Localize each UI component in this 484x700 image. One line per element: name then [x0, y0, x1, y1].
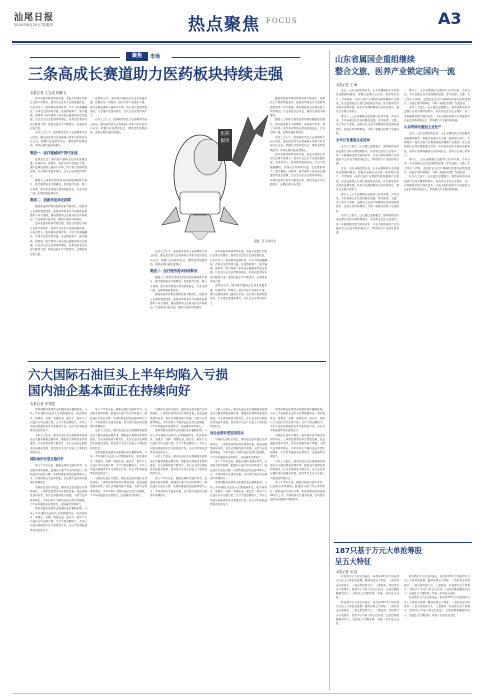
lead-para: 疫情发生后，国内医疗器械企业迎来发展机遇，检测试剂、呼吸机、监护仪等产品需求大增，国产品牌加速进入国内外市场，进口替代进程明显加快，行业集中度逐步提升，龙头企业优势持续扩大。: [30, 157, 87, 178]
lead-para: 随着药品审评审批制度改革不断深化，创新药上市速度明显加快，医保谈判常态化为创新药放量提供了有力保障，国内创新药企业研发投入持续增加，产品管线日益丰富，国际化进程不断推进。: [270, 97, 325, 118]
lead-para: 疫情发生后，国内医疗器械企业迎来发展机遇，检测试剂、呼吸机、监护仪等产品需求大增，国产品牌加速进入国内外市场，进口替代进程明显加快，行业集中度逐步提升，龙头企业优势持续扩大。: [90, 97, 147, 118]
oil-para: 分析人士指出，国内石油企业在保障国家能源安全方面发挥着重要作用，随着油气体制改革持续推进，行业竞争格局不断优化，龙头企业的长期投资价值逐步显现，投资者可关注产业链上下游的结构性机会。: [150, 455, 207, 476]
lead-para: 随着药品审评审批制度改革不断深化，创新药上市速度明显加快，医保谈判常态化为创新药放量提供了有力保障，国内创新药企业研发投入持续增加，产品管线日益丰富，国际化进程不断推进。: [150, 293, 207, 310]
upward-arrow-icon: [232, 115, 268, 167]
lead-para: 随着人口老龄化程度加深和居民健康意识提升，医疗服务需求不断释放，民营医疗机构、第三方检测、医疗美容等细分领域快速成长，行业空间广阔，长期发展前景看好。: [270, 118, 325, 135]
paper-name: 汕尾日报: [14, 13, 55, 23]
oil-headline-2: 国内油企基本面正在持续向好: [28, 383, 191, 398]
oil-para: 受新冠肺炎疫情冲击和国际油价暴跌影响，今年上半年国际石油巨头业绩普遍承压，埃克森美孚、雪佛龙、壳牌、英国石油、道达尔、埃尼六大石油巨头均出现亏损，合计亏损金额较大，多家公司宣布削减资本开支和裁员计划，以应对市场低迷带来的经营压力。: [30, 507, 87, 532]
oil-para: 进入下半年以来，随着全球经济逐步复苏，石油需求有所回暖，欧佩克+减产协议持续执行，国际油价从低位反弹，布伦特原油价格站稳40美元上方，市场供需关系逐步改善，业内预计油价将在震荡中缓慢回升。: [210, 459, 267, 481]
lead-para: 随着人口老龄化程度加深和居民健康意识提升，医疗服务需求不断释放，民营医疗机构、第三方检测、医疗美容等细分领域快速成长，行业空间广阔，长期发展前景看好。: [150, 276, 207, 293]
page-number: A3: [438, 9, 462, 28]
lead-para: 随着人口老龄化程度加深和居民健康意识提升，医疗服务需求不断释放，民营医疗机构、第三方检测、医疗美容等细分领域快速成长，行业空间广阔，长期发展前景看好。: [30, 179, 87, 195]
right-headline-2: 整合文旅、医养产业锁定国内一流: [335, 67, 455, 76]
oil-para: 分析人士指出，国内石油企业在保障国家能源安全方面发挥着重要作用，随着油气体制改革持续推进，行业竞争格局不断优化，龙头企业的长期投资价值逐步显现，投资者可关注产业链上下游的结构性机会。: [90, 429, 147, 450]
right-subhead-1: 去年已有重组企业进场: [336, 138, 370, 143]
oil-byline: 本报记者 李秀霞: [30, 402, 55, 406]
oil-para: 进入下半年以来，随着全球经济逐步复苏，石油需求有所回暖，欧佩克+减产协议持续执行，国际油价从低位反弹，布伦特原油价格站稳40美元上方，市场供需关系逐步改善，业内预计油价将在震荡中缓慢回升。: [30, 464, 87, 485]
oil-column-5: [270, 408, 325, 690]
oil-para: 与国际石油巨头相比，国内油企基本面正在持续向好，二季度经营情况环比明显改善，成品油销量逐步恢复，炼化业务盈利能力增强，天然气业务保持增长，多家机构认为国内油企业绩已经触底，下半年有望迎来业绩拐点，估值修复空间较大。: [150, 408, 207, 429]
lead-kicker: [30, 52, 300, 62]
section-title: 热点聚焦: [188, 15, 260, 35]
oil-column-1: [30, 408, 87, 690]
oil-para: 分析人士指出，国内石油企业在保障国家能源安全方面发挥着重要作用，随着油气体制改革持续推进，行业竞争格局不断优化，龙头企业的长期投资价值逐步显现，投资者可关注产业链上下游的结构性机会。: [270, 459, 325, 480]
box-para: 昨日两市主力资金净流出，但仍有187只个股获得万元以上大单资金抢筹，整体呈现五大特征：一是机构重仓股居多；二是以绩优股为主；三是医药、科技等行业个股集中；四是中小市值个股占比较高；五是近期涨幅相对较小，估值处于合理区间，具备一定的安全边际。: [336, 600, 399, 626]
lead-para: 近年来医药板块持续走强，受益于政策红利和行业景气度提升，医药行业正处于高速发展阶段。从年初至今，医药板块表现优异，多只个股涨幅翻倍，市场关注度持续升温。在疫情影响下，医疗器械、创新药、医疗服务三条高成长赛道受到资金追捧，行业龙头企业业绩持续增长，机构投资者纷纷加大配置力度，板块估值水平不断提升，长期投资价值凸显。: [210, 250, 267, 284]
lead-para: 近年来医药板块持续走强，受益于政策红利和行业景气度提升，医药行业正处于高速发展阶段。从年初至今，医药板块表现优异，多只个股涨幅翻倍，市场关注度持续升温。在疫情影响下，医疗器械、创新药、医疗服务三条高成长赛道受到资金追捧，行业龙头企业业绩持续增长，机构投资者纷纷加大配置力度，板块估值水平不断提升，长期投资价值凸显。: [30, 97, 87, 131]
oil-column-3: [150, 408, 207, 690]
oil-para: 受新冠肺炎疫情冲击和国际油价暴跌影响，今年上半年国际石油巨头业绩普遍承压，埃克森美孚、雪佛龙、壳牌、英国石油、道达尔、埃尼六大石油巨头均出现亏损，合计亏损金额较大，多家公司宣布削减资本开支和裁员计划，以应对市场低迷带来的经营压力。: [90, 450, 147, 476]
box-headline-2: 呈五大特征: [335, 557, 371, 566]
oil-para: 分析人士指出，国内石油企业在保障国家能源安全方面发挥着重要作用，随着油气体制改革持续推进，行业竞争格局不断优化，龙头企业的长期投资价值逐步显现，投资者可关注产业链上下游的结构性机会。: [30, 433, 87, 454]
oil-para: 受新冠肺炎疫情冲击和国际油价暴跌影响，今年上半年国际石油巨头业绩普遍承压，埃克森美孚、雪佛龙、壳牌、英国石油、道达尔、埃尼六大石油巨头均出现亏损，合计亏损金额较大，多家公司宣布削减资本开支和裁员计划，以应对市场低迷带来的经营压力。: [210, 481, 267, 506]
oil-subhead-1: 国际油价有望企稳回升: [30, 457, 64, 462]
lead-column-1: [30, 97, 87, 357]
box-para: 昨日两市主力资金净流出，但仍有187只个股获得万元以上大单资金抢筹，整体呈现五大特征：一是机构重仓股居多；二是以绩优股为主；三是医药、科技等行业个股集中；四是中小市值个股占比较高；五是近期涨幅相对较小，估值处于合理区间，具备一定的安全边际。: [404, 575, 470, 596]
kicker-tail: 市场: [150, 54, 161, 60]
masthead: [12, 10, 472, 40]
oil-column-2: [90, 408, 147, 690]
box-para: 昨日两市主力资金净流出，但仍有187只个股获得万元以上大单资金抢筹，整体呈现五大特征：一是机构重仓股居多；二是以绩优股为主；三是医药、科技等行业个股集中；四是中小市值个股占比较高；五是近期涨幅相对较小，估值处于合理区间，具备一定的安全边际。: [336, 575, 399, 600]
lead-headline: 三条高成长赛道助力医药板块持续走强: [28, 65, 284, 83]
oil-headline-1: 六大国际石油巨头上半年均陷入亏损: [28, 367, 229, 382]
kicker-line-left: [30, 57, 120, 58]
box-byline: 本报记者 吴 琼: [336, 570, 358, 574]
section-en: FOCUS: [266, 17, 298, 25]
lead-column-2: [90, 97, 147, 197]
masthead-rule-thin: [12, 44, 472, 45]
lead-para: 业内人士认为，医药板块仍处于长周期景气向上阶段，建议投资者关注具备核心竞争力的优质龙头企业，把握行业结构性机会，理性看待短期波动，坚持长期价值投资理念。: [150, 250, 207, 266]
right-para: 业内人士表示，山东通过重组整合，推动国有资本向重要行业和关键领域集中，向优势企业和主业集中，进一步做强做优做大国有资本，未来文旅和医养产业有望成为山东经济新的增长点，带动相关产业链协同发展。: [404, 106, 470, 123]
lead-para: 疫情发生后，国内医疗器械企业迎来发展机遇，检测试剂、呼吸机、监护仪等产品需求大增，国产品牌加速进入国内外市场，进口替代进程明显加快，行业集中度逐步提升，龙头企业优势持续扩大。: [210, 284, 267, 305]
lead-column-4: [210, 250, 267, 358]
lead-column-3: [150, 250, 207, 358]
right-para: 近日，山东省国资委宣布，山东省属国有企业战略性重组继续推进，将整合省属企业文旅、医养相关资产，打造国内一流的文旅产业集团和医养健康产业集团。此次重组是山东深化国资国企改革、优化国有资本布局的重要举措，有利于发挥规模效应和协同效应，提升企业核心竞争力。: [336, 89, 399, 114]
lead-subhead-3: 赛道三：医疗服务需求持续释放: [150, 269, 198, 274]
lead-subhead-2: 赛道二：创新药迎来收获期: [30, 198, 71, 203]
cartoon-svg: [150, 97, 275, 247]
right-para: 近日，山东省国资委宣布，山东省属国有企业战略性重组继续推进，将整合省属企业文旅、医养相关资产，打造国内一流的文旅产业集团和医养健康产业集团。此次重组是山东深化国资国企改革、优化国有资本布局的重要举措，有利于发挥规模效应和协同效应，提升企业核心竞争力。: [336, 166, 399, 192]
lead-para: 业内人士认为，医药板块仍处于长周期景气向上阶段，建议投资者关注具备核心竞争力的优质龙头企业，把握行业结构性机会，理性看待短期波动，坚持长期价值投资理念。: [270, 135, 325, 152]
right-box-rule: [334, 542, 472, 543]
right-column-2: [404, 89, 470, 539]
right-para: 业内人士表示，山东通过重组整合，推动国有资本向重要行业和关键领域集中，向优势企业和主业集中，进一步做强做优做大国有资本，未来文旅和医养产业有望成为山东经济新的增长点，带动相关产业链协同发展。: [336, 145, 399, 166]
cartoon-illustration: [150, 97, 275, 247]
oil-column-4: [210, 408, 267, 690]
column-separator: [329, 50, 330, 690]
right-para: 业内人士表示，山东通过重组整合，推动国有资本向重要行业和关键领域集中，向优势企业和主业集中，进一步做强做优做大国有资本，未来文旅和医养产业有望成为山东经济新的增长点，带动相关产业链协同发展。: [404, 175, 470, 192]
right-byline: 本报记者 王 峰: [336, 83, 358, 87]
oil-para: 进入下半年以来，随着全球经济逐步复苏，石油需求有所回暖，欧佩克+减产协议持续执行，国际油价从低位反弹，布伦特原油价格站稳40美元上方，市场供需关系逐步改善，业内预计油价将在震荡中缓慢回升。: [90, 408, 147, 429]
box-headline-1: 187只基于万元大单抢筹股: [335, 546, 422, 555]
kicker-line-right: [172, 57, 300, 58]
lead-subhead-1: 赛道一：医疗器械国产替代加速: [30, 150, 78, 155]
box-column-2: [404, 575, 470, 690]
right-para: 业内人士表示，山东通过重组整合，推动国有资本向重要行业和关键领域集中，向优势企业和主业集中，进一步做强做优做大国有资本，未来文旅和医养产业有望成为山东经济新的增长点，带动相关产业链协同发展。: [336, 214, 399, 235]
masthead-rule: [12, 41, 472, 43]
oil-para: 与国际石油巨头相比，国内油企基本面正在持续向好，二季度经营情况环比明显改善，成品油销量逐步恢复，炼化业务盈利能力增强，天然气业务保持增长，多家机构认为国内油企业绩已经触底，下半年有望迎来业绩拐点，估值修复空间较大。: [30, 485, 87, 506]
date-line: 2020年8月20日 星期四: [14, 23, 53, 27]
lead-para: 随着药品审评审批制度改革不断深化，创新药上市速度明显加快，医保谈判常态化为创新药放量提供了有力保障，国内创新药企业研发投入持续增加，产品管线日益丰富，国际化进程不断推进。: [30, 205, 87, 222]
oil-para: 与国际石油巨头相比，国内油企基本面正在持续向好，二季度经营情况环比明显改善，成品油销量逐步恢复，炼化业务盈利能力增强，天然气业务保持增长，多家机构认为国内油企业绩已经触底，下半年有望迎来业绩拐点，估值修复空间较大。: [210, 438, 267, 459]
lead-byline: 本报记者 王五成 郭鹏飞: [30, 91, 67, 95]
right-para: 事实上，山东省属国企重组早已拉开序幕，去年以来，多家省属企业完成战略性重组，涉及能源、交通、化工等多个领域，重组后企业资产规模和经营效益明显提升，改革红利持续释放，为新一轮整合积累了宝贵经验。: [336, 114, 399, 135]
box-column-1: [336, 575, 399, 690]
oil-para: 与国际石油巨头相比，国内油企基本面正在持续向好，二季度经营情况环比明显改善，成品油销量逐步恢复，炼化业务盈利能力增强，天然气业务保持增长，多家机构认为国内油企业绩已经触底，下半年有望迎来业绩拐点，估值修复空间较大。: [270, 433, 325, 459]
right-para: 事实上，山东省属国企重组早已拉开序幕，去年以来，多家省属企业完成战略性重组，涉及能源、交通、化工等多个领域，重组后企业资产规模和经营效益明显提升，改革红利持续释放，为新一轮整合积累了宝贵经验。: [336, 192, 399, 213]
lead-bottom-rule: [28, 361, 326, 362]
oil-para: 分析人士指出，国内石油企业在保障国家能源安全方面发挥着重要作用，随着油气体制改革持续推进，行业竞争格局不断优化，龙头企业的长期投资价值逐步显现，投资者可关注产业链上下游的结构性机会。: [210, 408, 267, 429]
oil-para: 受新冠肺炎疫情冲击和国际油价暴跌影响，今年上半年国际石油巨头业绩普遍承压，埃克森美孚、雪佛龙、壳牌、英国石油、道达尔、埃尼六大石油巨头均出现亏损，合计亏损金额较大，多家公司宣布削减资本开支和裁员计划，以应对市场低迷带来的经营压力。: [30, 408, 87, 433]
lead-para: 业内人士认为，医药板块仍处于长周期景气向上阶段，建议投资者关注具备核心竞争力的优质龙头企业，把握行业结构性机会，理性看待短期波动，坚持长期价值投资理念。: [90, 118, 147, 135]
kicker-badge: [126, 52, 148, 61]
lead-para: 业内人士认为，医药板块仍处于长周期景气向上阶段，建议投资者关注具备核心竞争力的优质龙头企业，把握行业结构性机会，理性看待短期波动，坚持长期价值投资理念。: [30, 131, 87, 148]
oil-para: 进入下半年以来，随着全球经济逐步复苏，石油需求有所回暖，欧佩克+减产协议持续执行，国际油价从低位反弹，布伦特原油价格站稳40美元上方，市场供需关系逐步改善，业内预计油价将在震荡中缓慢回升。: [150, 476, 207, 497]
right-para: 近日，山东省国资委宣布，山东省属国有企业战略性重组继续推进，将整合省属企业文旅、医养相关资产，打造国内一流的文旅产业集团和医养健康产业集团。此次重组是山东深化国资国企改革、优化国有资本布局的重要举措，有利于发挥规模效应和协同效应，提升企业核心竞争力。: [404, 132, 470, 157]
oil-para: 进入下半年以来，随着全球经济逐步复苏，石油需求有所回暖，欧佩克+减产协议持续执行，国际油价从低位反弹，布伦特原油价格站稳40美元上方，市场供需关系逐步改善，业内预计油价将在震荡中缓慢回升。: [270, 481, 325, 502]
footer-rule: [12, 693, 472, 694]
lead-column-5: [270, 97, 325, 358]
cartoon-sign-text: 医药板块: [220, 132, 230, 144]
box-para: 昨日两市主力资金净流出，但仍有187只个股获得万元以上大单资金抢筹，整体呈现五大特征：一是机构重仓股居多；二是以绩优股为主；三是医药、科技等行业个股集中；四是中小市值个股占比较高；五是近期涨幅相对较小，估值处于合理区间，具备一定的安全边际。: [404, 596, 470, 617]
right-column-1: [336, 89, 399, 539]
kicker-text: 聚焦: [131, 53, 142, 59]
right-headline-1: 山东省属国企重组继续: [335, 55, 415, 64]
lead-para: 近年来医药板块持续走强，受益于政策红利和行业景气度提升，医药行业正处于高速发展阶段。从年初至今，医药板块表现优异，多只个股涨幅翻倍，市场关注度持续升温。在疫情影响下，医疗器械、创新药、医疗服务三条高成长赛道受到资金追捧，行业龙头企业业绩持续增长，机构投资者纷纷加大配置力度，板块估值水平不断提升，长期投资价值凸显。: [30, 222, 87, 256]
oil-subhead-2: 油企业绩有望迎来拐点: [210, 431, 244, 436]
right-para: 事实上，山东省属国企重组早已拉开序幕，去年以来，多家省属企业完成战略性重组，涉及能源、交通、化工等多个领域，重组后企业资产规模和经营效益明显提升，改革红利持续释放，为新一轮整合积累了宝贵经验。: [404, 158, 470, 175]
oil-para: 受新冠肺炎疫情冲击和国际油价暴跌影响，今年上半年国际石油巨头业绩普遍承压，埃克森美孚、雪佛龙、壳牌、英国石油、道达尔、埃尼六大石油巨头均出现亏损，合计亏损金额较大，多家公司宣布削减资本开支和裁员计划，以应对市场低迷带来的经营压力。: [270, 408, 325, 433]
lead-para: 近年来医药板块持续走强，受益于政策红利和行业景气度提升，医药行业正处于高速发展阶段。从年初至今，医药板块表现优异，多只个股涨幅翻倍，市场关注度持续升温。在疫情影响下，医疗器械、创新药、医疗服务三条高成长赛道受到资金追捧，行业龙头企业业绩持续增长，机构投资者纷纷加大配置力度，板块估值水平不断提升，长期投资价值凸显。: [270, 152, 325, 186]
right-subhead-2: 山东利国用重组主业变产: [404, 125, 442, 130]
oil-para: 与国际石油巨头相比，国内油企基本面正在持续向好，二季度经营情况环比明显改善，成品油销量逐步恢复，炼化业务盈利能力增强，天然气业务保持增长，多家机构认为国内油企业绩已经触底，下半年有望迎来业绩拐点，估值修复空间较大。: [90, 476, 147, 497]
right-para: 事实上，山东省属国企重组早已拉开序幕，去年以来，多家省属企业完成战略性重组，涉及能源、交通、化工等多个领域，重组后企业资产规模和经营效益明显提升，改革红利持续释放，为新一轮整合积累了宝贵经验。: [404, 89, 470, 105]
cartoon-caption: 漫画：张 亮/新华社: [254, 240, 277, 243]
oil-para: 受新冠肺炎疫情冲击和国际油价暴跌影响，今年上半年国际石油巨头业绩普遍承压，埃克森美孚、雪佛龙、壳牌、英国石油、道达尔、埃尼六大石油巨头均出现亏损，合计亏损金额较大，多家公司宣布削减资本开支和裁员计划，以应对市场低迷带来的经营压力。: [150, 429, 207, 454]
